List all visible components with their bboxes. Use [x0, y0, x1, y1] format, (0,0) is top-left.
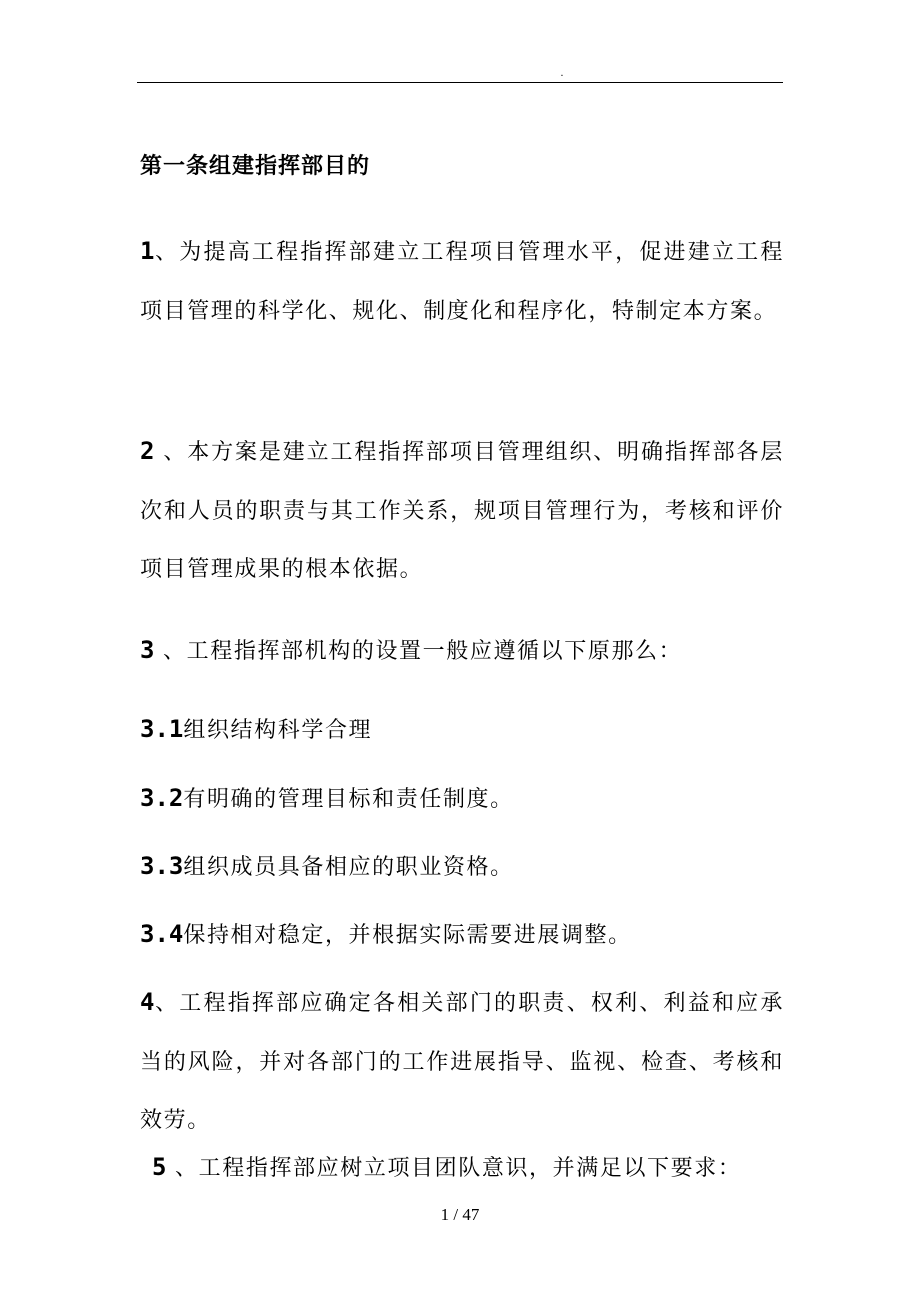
- paragraph-3: [140, 632, 682, 670]
- paragraph-4-text: 、工程指挥部应确定各相关部门的职责、权利、利益和应承当的风险，并对各部门的工作进展指导、监视、检查、考核和效劳。: [140, 991, 784, 1133]
- list-item-number: 3.1: [140, 715, 184, 743]
- paragraph-2-text: 、本方案是建立工程指挥部项目管理组织、明确指挥部各层次和人员的职责与其工作关系，规项目管理行为，考核和评价项目管理成果的根本依据。: [140, 440, 784, 582]
- paragraph-3-number: 3: [140, 636, 155, 664]
- list-item-number: 3.4: [140, 920, 184, 948]
- list-item: [140, 780, 514, 818]
- paragraph-4-number: 4: [140, 988, 155, 1016]
- list-item: [140, 848, 514, 886]
- paragraph-4: [140, 973, 784, 1151]
- list-item: [140, 916, 632, 954]
- paragraph-2: [140, 422, 784, 600]
- paragraph-5-text: 、工程指挥部应树立项目团队意识，并满足以下要求：: [166, 1156, 742, 1181]
- paragraph-3-text: 、工程指挥部机构的设置一般应遵循以下原那么：: [154, 639, 683, 664]
- paragraph-2-number: 2: [140, 437, 155, 465]
- page-number: 1 / 47: [440, 1205, 480, 1224]
- list-item-text: 组织成员具备相应的职业资格。: [183, 855, 514, 880]
- paragraph-5: [152, 1149, 741, 1187]
- list-item: [140, 711, 372, 749]
- list-item-number: 3.2: [140, 784, 184, 812]
- section-heading: 第一条组建指挥部目的: [140, 153, 371, 179]
- list-item-text: 组织结构科学合理: [183, 718, 373, 743]
- header-rule: [137, 82, 783, 83]
- list-item-text: 有明确的管理目标和责任制度。: [183, 787, 514, 812]
- paragraph-5-number: 5: [152, 1153, 167, 1181]
- list-item-number: 3.3: [140, 852, 184, 880]
- header-mark: .: [560, 68, 564, 79]
- list-item-text: 保持相对稳定，并根据实际需要进展调整。: [183, 923, 632, 948]
- paragraph-1: [140, 222, 784, 341]
- paragraph-1-number: 1: [140, 237, 155, 265]
- paragraph-1-text: 、为提高工程指挥部建立工程项目管理水平，促进建立工程项目管理的科学化、规化、制度化和程序化，特制定本方案。: [140, 240, 784, 324]
